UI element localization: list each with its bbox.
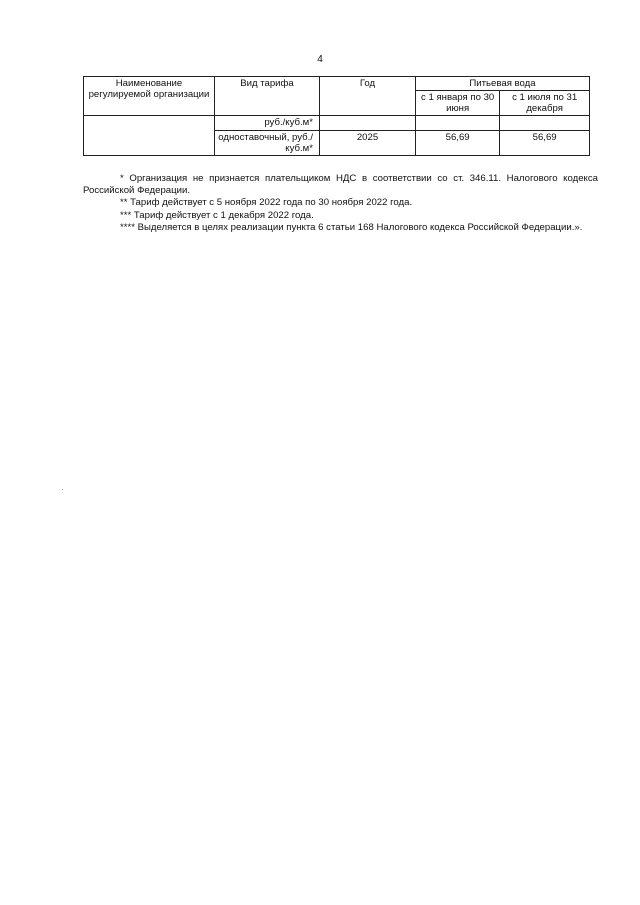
- table-row: [84, 116, 590, 131]
- cell-tariff-type: одноставочный, руб./куб.м*: [215, 131, 320, 156]
- header-year: Год: [320, 77, 416, 116]
- footnote-4: **** Выделяется в целях реализации пункта 6 статьи 168 Налогового кодекса Российской Федерации.».: [120, 221, 583, 233]
- cell-year: 2025: [320, 131, 416, 156]
- table-header-row: [84, 77, 590, 91]
- cell-empty: [320, 116, 416, 131]
- scan-speck: [62, 489, 63, 490]
- footnote-2: ** Тариф действует с 5 ноября 2022 года по 30 ноября 2022 года.: [120, 197, 413, 209]
- header-drinking-water: Питьевая вода: [416, 77, 590, 91]
- cell-value-1: 56,69: [416, 131, 500, 156]
- cell-organization: [84, 116, 215, 156]
- tariff-table: [83, 76, 590, 156]
- footnote-1: * Организация не признается плательщиком НДС в соответствии со ст. 346.11. Налогового кодекса Российской Федерации.: [83, 173, 598, 197]
- cell-empty: [500, 116, 590, 131]
- header-tariff-type: Вид тарифа: [215, 77, 320, 116]
- header-period-1: с 1 января по 30 июня: [416, 91, 500, 116]
- cell-empty: [416, 116, 500, 131]
- cell-value-2: 56,69: [500, 131, 590, 156]
- cell-unit: руб./куб.м*: [215, 116, 320, 131]
- header-period-2: с 1 июля по 31 декабря: [500, 91, 590, 116]
- header-organization: Наименование регулируемой организации: [84, 77, 215, 116]
- footnote-3: *** Тариф действует с 1 декабря 2022 года.: [120, 209, 314, 221]
- page-number: 4: [317, 54, 323, 65]
- footnotes: [83, 173, 598, 234]
